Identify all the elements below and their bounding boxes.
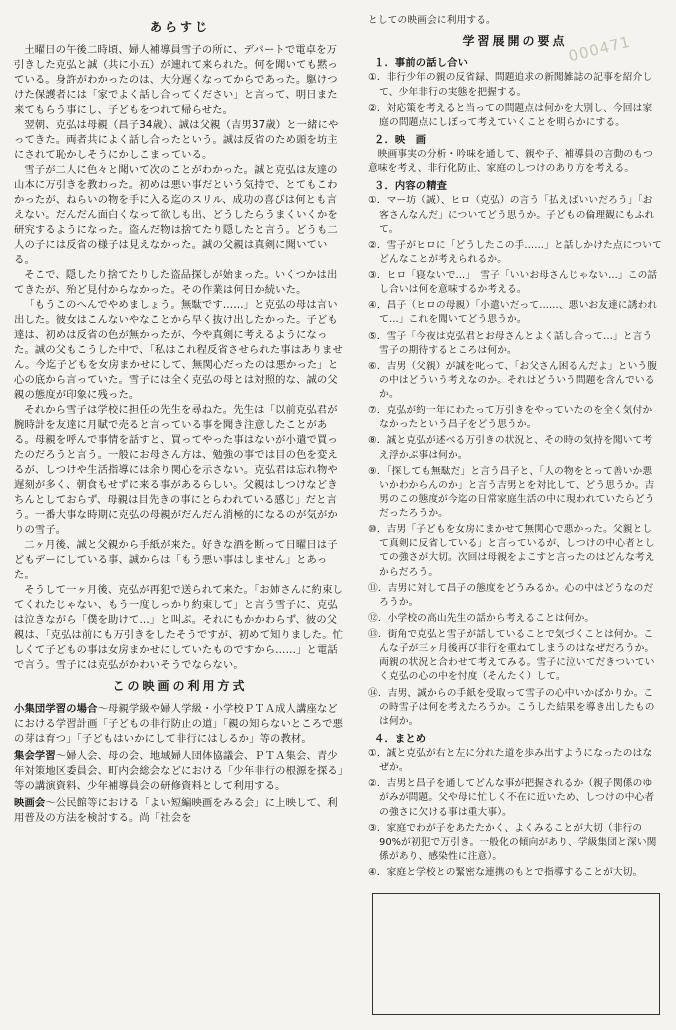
list-item: ⑪．吉男に対して昌子の態度をどうみるか。心の中はどうなのだろうか。 <box>368 582 654 608</box>
list-item: ⑫．小学校の高山先生の話から考えることは何か。 <box>368 612 595 624</box>
usage-text: ～公民館等における「よい短編映画をみる会」に上映して、利用普及の方法を検討する。尚「社会を <box>14 797 338 824</box>
usage-label: 映画会 <box>14 797 46 809</box>
list-item: ③．ヒロ「寝ないで…」 雪子「いいお母さんじゃない…」この話し合いは何を意味するか考える。 <box>368 270 658 296</box>
list-item: ②．対応策を考えると当っての問題点は何かを大別し、今回は家庭の問題点にしぼって考えていくことを明らかにする。 <box>368 102 653 128</box>
list-item: ⑩．吉男「子どもを女房にまかせて無関心で悪かった。父親として真剣に反省している」と言っているが、しつけの中心者としての強さが大切。次回は母親をよこすと言ったのはどんな考えからだろう。 <box>368 524 655 578</box>
section-heading: ２．映 画 <box>374 133 427 146</box>
section-text: 映画事実の分析・吟味を通して、親や子、補導員の言動のもつ意味を考え、非行化防止、家庭のしつけのあり方を考える。 <box>368 149 653 175</box>
list-item: ⑦．克弘が約一年にわたって万引きをやっていたのを全く気付かなかったという昌子をどう思うか。 <box>368 405 653 431</box>
synopsis-body <box>14 43 346 673</box>
list-item: ⑥．吉男（父親）が誠を叱って、「お父さん困るんだよ」という腹の中はどういう考えなのか。それはどういう問題を含んでいるか。 <box>368 360 658 400</box>
usage-label: 小集団学習の場合 <box>14 703 98 715</box>
synopsis-paragraph: それから雪子は学校に担任の先生を尋ねた。先生は「以前克弘君が腕時計を友達に月賦で売ると言っている事を聞き注意したことがある。母親を呼んで事情を話すと、買ってやった事はないが小遣で買ったのだろうと言う。一般にお母さん方は、勉強の事では目の色を変えるが、しつけや生活指導には余り関心を示さない。克弘君は忘れ物や遅刻が多く、朝食もせずに来る事があるらしい。父親はしつけなどきちんとしておらず、母親は目先きの事にとらわれている感じ」だと言う。一番大事な時期に克弘の母親がだんだん消極的になるのが気がかりの雪子。 <box>14 404 338 536</box>
usage-continuation: としての映画会に利用する。 <box>368 15 496 26</box>
synopsis-paragraph: 翌朝、克弘は母親（昌子34歳）、誠は父親（吉男37歳）と一緒にやってきた。両者共によく話し合ったという。誠は反省のため頭を坊主にされて恥かしそうにかしこまっている。 <box>14 119 339 161</box>
list-item: ⑤．雪子「今夜は克弘君とお母さんとよく話し合って…」と言う雪子の期待するところは何か。 <box>368 330 653 356</box>
section-heading: ４．まとめ <box>374 732 427 745</box>
list-item: ②．吉男と昌子を通してどんな事が把握されるか（親子関係のゆがみが問題。父や母に忙しく不在に近いため、しつけの中心者の強さに欠ける事は重大事）。 <box>368 778 655 818</box>
usage-entry <box>14 749 346 794</box>
usage-label: 集会学習 <box>14 750 56 762</box>
usage-text: ～母親学級や婦人学級・小学校ＰＴＡ成人講座などにおける学習計画「子どもの非行防止の道」「親の知らないところで悪の芽は育つ」「子どもはいかにして非行にはしるか」等の教材。 <box>14 703 344 745</box>
list-item: ⑨．「探しても無駄だ」と言う昌子と、「人の物をとって善いか悪いかわからんのか」と言う吉男とを対比して、どう思うか。吉男のこの態度が今迄の日常家庭生活の中に現われていたらどうだったろうか。 <box>368 465 655 519</box>
study-section <box>368 133 662 176</box>
study-section <box>368 56 662 130</box>
study-section <box>368 732 662 880</box>
usage-body <box>14 702 346 826</box>
section-heading: ３．内容の精査 <box>374 180 448 193</box>
synopsis-heading: あらすじ <box>149 20 210 34</box>
list-item: ①．誠と克弘が右と左に分れた道を歩み出すようになったのはなぜか。 <box>368 748 653 774</box>
synopsis-paragraph: そこで、隠したり捨てたりした盗品探しが始まった。いくつかは出てきたが、殆ど見付からなかった。その作業は何日か続いた。 <box>14 269 338 296</box>
faint-number-stamp: 000471 <box>566 32 633 66</box>
list-item: ⑭．吉男、誠からの手紙を受取って雪子の心中いかばかりか。この時雪子は何を考えたろうか。こうした結果を導き出したものは何か。 <box>368 687 655 727</box>
list-item: ③．家庭でわが子をあたたかく、よくみることが大切（非行の90%が初犯で万引き。一般化の傾向があり、学級集団と深い関係があり、感染性に注意）。 <box>368 822 657 862</box>
list-item: ⑬．街角で克弘と雪子が話していることで気づくことは何か。こんな子が三ヶ月後再び非行を重ねてしまうのはなぜだろうか。両親の状況と合わせて考えてみる。雪子に泣いてだきついていく克弘の心の中を忖度（そんたく）して。 <box>368 629 655 683</box>
synopsis-paragraph: 雪子が二人に色々と聞いて次のことがわかった。誠と克弘は友達の山本に万引きを教わった。初めは悪い事だという気持で、とてもこわかったが、ねらいの物を手に入る迄のスリル、成功の喜びは何とも言えない。だんだん面白くなって欲しも出、どうしたらうまくいくかを研究するようになった。盗んだ物は捨てたり隠したと言う。どうも二人の子には反省の様子は見えなかった。誠の父親は真剣に聞いている。 <box>14 164 338 266</box>
synopsis-paragraph: 「もうこのへんでやめましょう。無駄です……」と克弘の母は言い出した。彼女はこんないやなことから早く抜け出したかった。子ども達は、初めは反省の色が無かったが、今や真剣に考えるようになった。誠の父もこうした中で、「私はこれ程反省させられた事はありません。今迄子どもを女房まかせにして、無関心だったのは悪かった」と心の底から言っていた。雪子には全く克弘の母とは対照的な、誠の父親の態度が印象に残った。 <box>14 299 343 401</box>
usage-heading: この映画の利用方式 <box>112 679 248 693</box>
section-heading: １．事前の話し合い <box>374 57 469 70</box>
usage-entry <box>14 796 346 826</box>
study-section <box>368 179 662 729</box>
synopsis-paragraph: そうして一ヶ月後、克弘が再犯で送られて来た。「お姉さんに約束してくれたじゃない、もう一度しっかり約束して」と言う雪子に、克弘は泣きながら「僕を助けて…」と叫ぶ。それにもかかわらず、彼の父親は、「克弘は前にも万引きをしたそうですが、初めて知りました。忙しくて子どもの事は女房まかせにしていたものですから……」と電話で言う。雪子には克弘がかわいそうでならない。 <box>14 584 344 671</box>
memo-box <box>372 893 660 1015</box>
left-column <box>14 14 346 828</box>
list-item: ①．非行少年の親の反省録、問題追求の新聞雑誌の記事を紹介して、少年非行の実態を把握する。 <box>368 72 653 98</box>
right-column <box>368 14 662 882</box>
usage-entry <box>14 702 346 747</box>
synopsis-paragraph: 二ヶ月後、誠と父親から手紙が来た。好きな酒を断って日曜日は子どもデーにしている事、誠からは「もう悪い事はしません」とあった。 <box>14 539 338 581</box>
list-item: ②．雪子がヒロに「どうしたこの手……」と話しかけた点についてどんなことが考えられるか。 <box>368 239 662 265</box>
list-item: ①．マー坊（誠）、ヒロ（克弘）の言う「払えばいいだろう」「お客さんなんだ」についてどう思うか。子どもの倫理観にもふれて。 <box>368 195 655 235</box>
list-item: ④．家庭と学校との緊密な連携のもとで指導することが大切。 <box>368 867 643 878</box>
synopsis-paragraph: 土曜日の午後二時頃、婦人補導員雪子の所に、デパートで電卓を万引きした克弘と誠（共に小五）が連れて来られた。何を聞いても黙っている。身許がわかったのは、大分遅くなってからであった。駆けつけた保護者には「家でよく話し合ってください」と言って、明日また来てもらう事にし、子どもをつれて帰らせた。 <box>14 44 338 116</box>
list-item: ⑧．誠と克弘が述べる万引きの状況と、その時の気持を聞いて考え浮かぶ事は何か。 <box>368 435 653 461</box>
study-heading: 学習展開の要点 <box>462 34 568 49</box>
list-item: ④．昌子（ヒロの母親）「小遣いだって……、悪いお友達に誘われて…」これを聞いてどう思うか。 <box>368 300 658 326</box>
usage-text: ～婦人会、母の会、地域婦人団体協議会、ＰＴＡ集会、青少年対策地区委員会、町内会総会などにおける「少年非行の根源を探る」等の講演資料、少年補導員会の研修資料として利用する。 <box>14 750 344 792</box>
